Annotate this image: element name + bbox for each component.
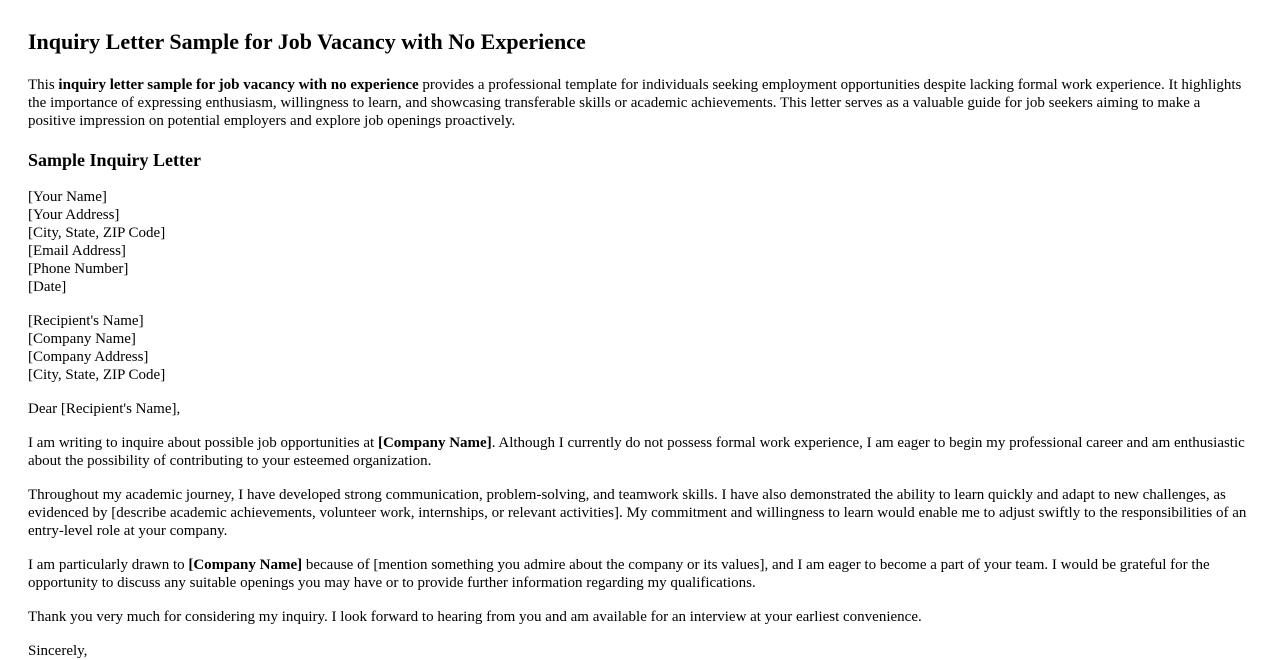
para1-company-name: [Company Name] bbox=[377, 435, 492, 451]
intro-paragraph bbox=[28, 76, 1250, 130]
para3-text-start: I am particularly drawn to bbox=[28, 557, 189, 573]
salutation: Dear [Recipient's Name], bbox=[28, 401, 181, 417]
sender-city: [City, State, ZIP Code] bbox=[28, 225, 166, 241]
sender-block bbox=[28, 188, 1250, 296]
recipient-company: [Company Name] bbox=[28, 331, 136, 347]
section-heading: Sample Inquiry Letter bbox=[28, 150, 201, 170]
recipient-city: [City, State, ZIP Code] bbox=[28, 367, 166, 383]
body-paragraph-4: Thank you very much for considering my inquiry. I look forward to hearing from you and am available for an interview at your earliest convenience. bbox=[28, 609, 922, 625]
body-paragraph-3 bbox=[28, 556, 1250, 592]
intro-text-start: This bbox=[28, 77, 59, 93]
intro-bold-phrase: inquiry letter sample for job vacancy with no experience bbox=[58, 77, 419, 93]
sender-email: [Email Address] bbox=[28, 243, 126, 259]
sender-address: [Your Address] bbox=[28, 207, 120, 223]
para3-text-end: because of [mention something you admire about the company or its values], and I am eager to become a part of your team. I would be grateful for the opportunity to discuss any suitable openings you may have or to provide further information regarding my qualifications. bbox=[28, 557, 1210, 591]
body-paragraph-1 bbox=[28, 434, 1250, 470]
closing: Sincerely, bbox=[28, 643, 88, 659]
recipient-block bbox=[28, 312, 1250, 384]
para3-company-name: [Company Name] bbox=[188, 557, 303, 573]
sender-name: [Your Name] bbox=[28, 189, 107, 205]
recipient-address: [Company Address] bbox=[28, 349, 149, 365]
sender-phone: [Phone Number] bbox=[28, 261, 129, 277]
para1-text-start: I am writing to inquire about possible job opportunities at bbox=[28, 435, 378, 451]
body-paragraph-2: Throughout my academic journey, I have developed strong communication, problem-solving, and teamwork skills. I have also demonstrated the ability to learn quickly and adapt to new challenges, as evidenced by [describe academic achievements, volunteer work, internships, or relevant activities]. My commitment and willingness to learn would enable me to adjust swiftly to the responsibilities of an entry-level role at your company. bbox=[28, 487, 1247, 539]
page-title: Inquiry Letter Sample for Job Vacancy with No Experience bbox=[28, 29, 586, 54]
para1-text-end: . Although I currently do not possess formal work experience, I am eager to begin my professional career and am enthusiastic about the possibility of contributing to your esteemed organization. bbox=[28, 435, 1245, 469]
intro-text-end: provides a professional template for individuals seeking employment opportunities despite lacking formal work experience. It highlights the importance of expressing enthusiasm, willingness to learn, and showcasing transferable skills or academic achievements. This letter serves as a valuable guide for job seekers aiming to make a positive impression on potential employers and explore job openings proactively. bbox=[28, 77, 1242, 129]
recipient-name: [Recipient's Name] bbox=[28, 313, 144, 329]
sender-date: [Date] bbox=[28, 279, 67, 295]
